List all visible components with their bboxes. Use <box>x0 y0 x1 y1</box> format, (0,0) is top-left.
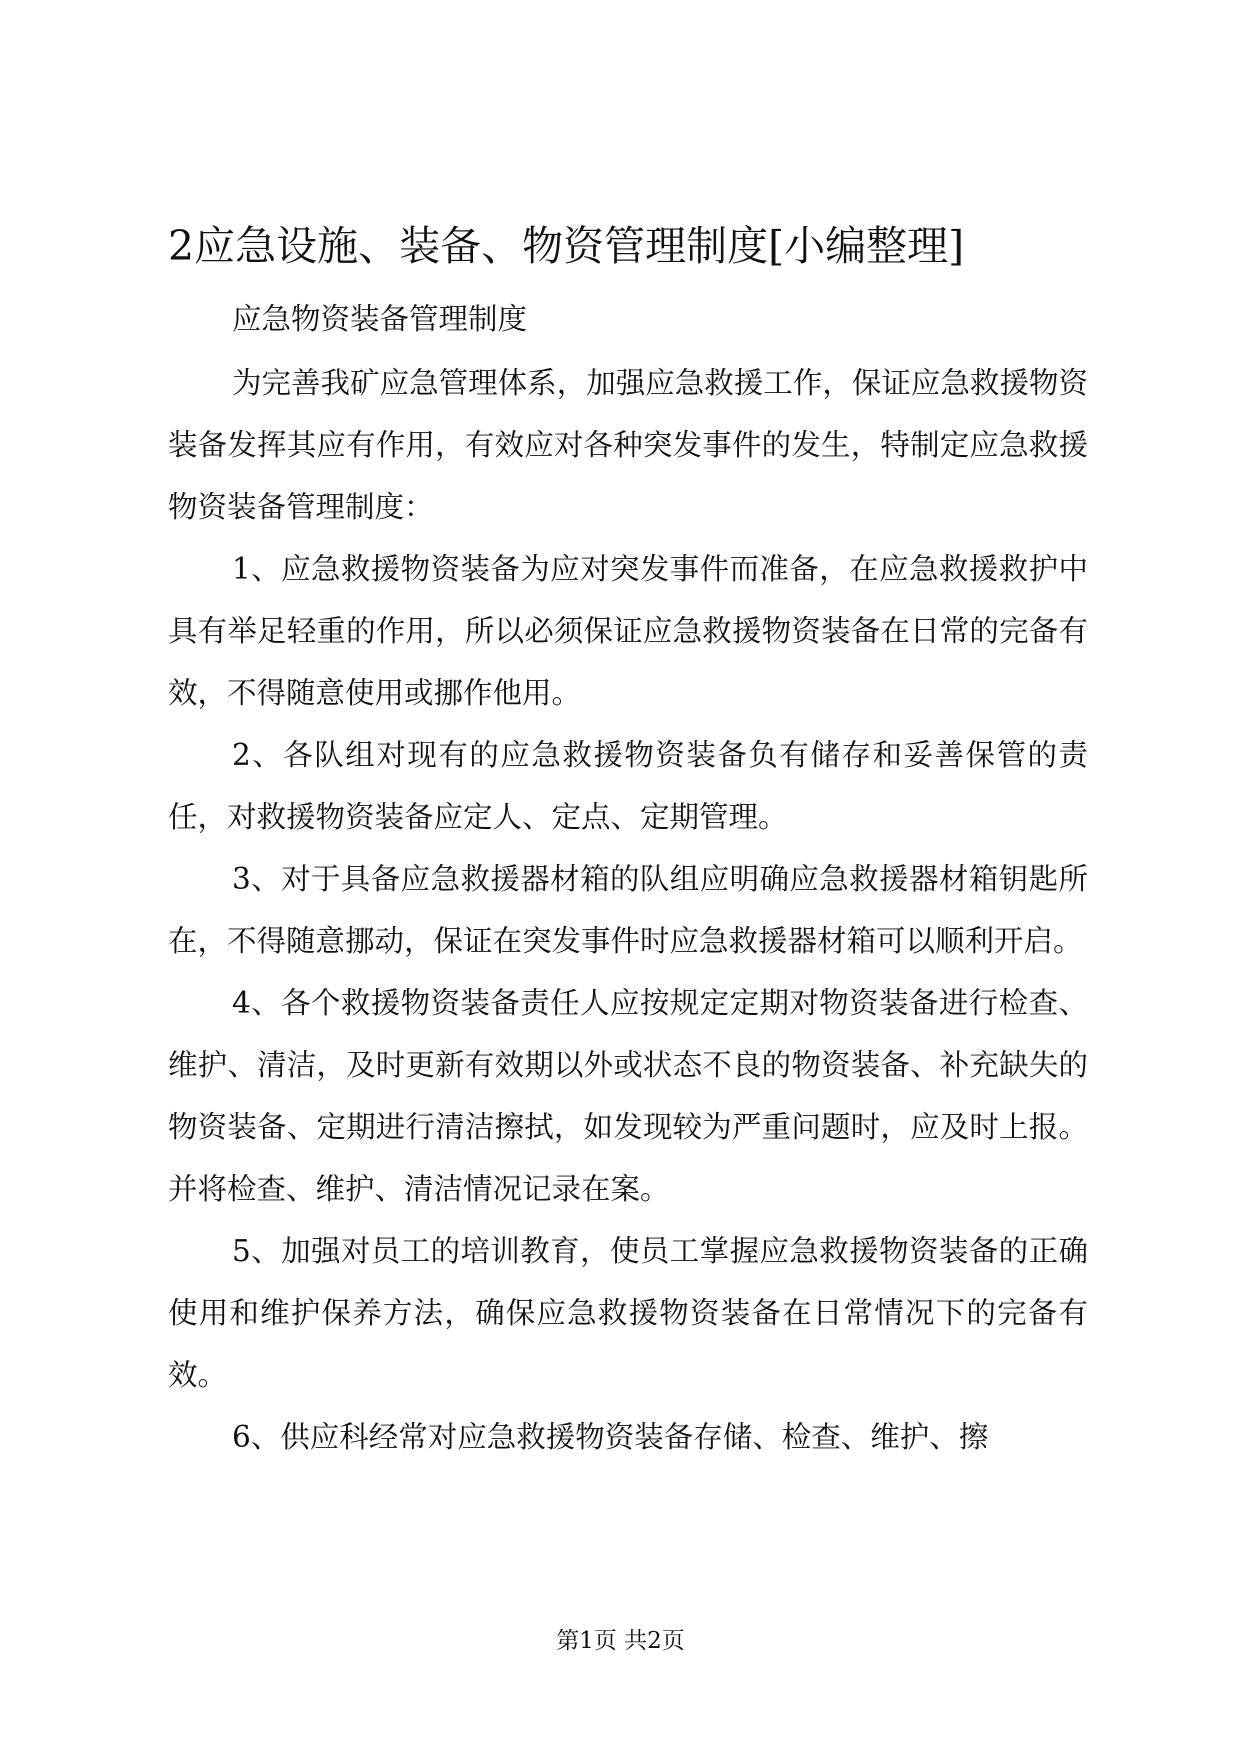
paragraph-item-4: 4、各个救援物资装备责任人应按规定定期对物资装备进行检查、维护、清洁，及时更新有效期以外或状态不良的物资装备、补充缺失的物资装备、定期进行清洁擦拭，如发现较为严重问题时，应及时上报。并将检查、维护、清洁情况记录在案。 <box>168 986 1088 1206</box>
paragraph-item-1: 1、应急救援物资装备为应对突发事件而准备，在应急救援救护中具有举足轻重的作用，所以必须保证应急救援物资装备在日常的完备有效，不得随意使用或挪作他用。 <box>168 552 1088 710</box>
paragraph-intro: 为完善我矿应急管理体系，加强应急救援工作，保证应急救援物资装备发挥其应有作用，有效应对各种突发事件的发生，特制定应急救援物资装备管理制度： <box>168 366 1088 524</box>
document-body <box>168 286 1088 1468</box>
paragraph-item-6: 6、供应科经常对应急救援物资装备存储、检查、维护、擦 <box>232 1420 989 1454</box>
paragraph-item-5: 5、加强对员工的培训教育，使员工掌握应急救援物资装备的正确使用和维护保养方法，确保应急救援物资装备在日常情况下的完备有效。 <box>168 1234 1088 1392</box>
document-subtitle: 应急物资装备管理制度 <box>232 302 528 336</box>
paragraph-item-3: 3、对于具备应急救援器材箱的队组应明确应急救援器材箱钥匙所在，不得随意挪动，保证在突发事件时应急救援器材箱可以顺利开启。 <box>168 862 1088 958</box>
paragraph-item-2: 2、各队组对现有的应急救援物资装备负有储存和妥善保管的责任，对救援物资装备应定人、定点、定期管理。 <box>168 738 1088 834</box>
document-title: 2应急设施、装备、物资管理制度[小编整理] <box>168 222 965 270</box>
page-number-footer: 第1页 共2页 <box>556 1628 685 1654</box>
